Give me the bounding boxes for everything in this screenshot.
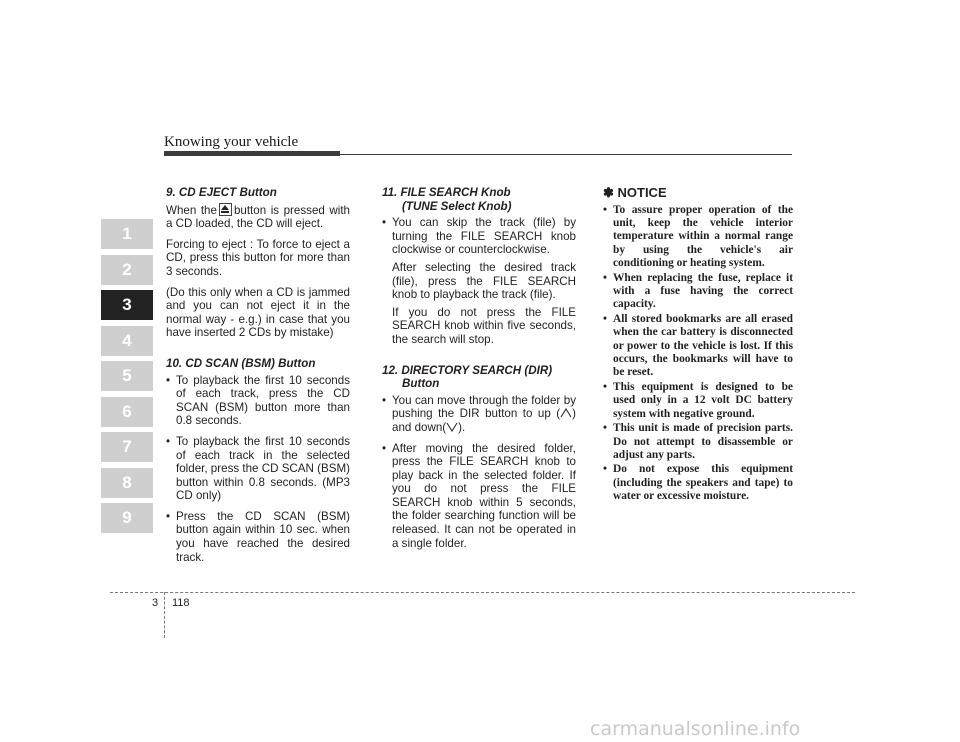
directory-search-item-2: • After moving the desired folder, press the FILE SEARCH knob to play back in the selected folder. If you do not press the FILE SEARCH knob within 5 seconds, the folder searching function will be released. It can not be operated in a single folder. [382, 442, 576, 551]
chapter-tab-1[interactable]: 1 [101, 219, 153, 249]
cd-eject-paragraph-1 [166, 203, 350, 231]
directory-search-heading-line-1: 12. DIRECTORY SEARCH (DIR) [382, 363, 553, 377]
notice-item: • This equipment is designed to be used only in a 12 volt DC battery system with negative ground. [603, 381, 793, 421]
eject-icon [219, 203, 232, 216]
chapter-tab-7[interactable]: 7 [101, 432, 153, 462]
file-search-item-1-para-2: If you do not press the FILE SEARCH knob within five seconds, the search will stop. [392, 305, 576, 346]
notice-list [603, 204, 793, 504]
dir-text-b: ) and down( [392, 407, 576, 434]
file-search-list [382, 216, 576, 346]
cd-eject-heading: 9. CD EJECT Button [166, 186, 277, 199]
cd-eject-paragraph-2: Forcing to eject : To force to eject a CD, press this button for more than 3 seconds. [166, 237, 350, 278]
footer-rule [110, 592, 855, 593]
chapter-tab-5[interactable]: 5 [101, 361, 153, 391]
file-search-heading [382, 186, 576, 213]
chapter-tab-6[interactable]: 6 [101, 397, 153, 427]
watermark-text: carmanualsonline.info [590, 718, 801, 740]
directory-search-heading-line-2: Button [402, 377, 440, 391]
notice-title: ✽ NOTICE [603, 185, 667, 200]
cd-eject-text-b: button is pressed with a CD loaded, the CD will eject. [166, 203, 350, 231]
notice-item: • All stored bookmarks are all erased when the car battery is disconnected or power to the vehicle is lost. If this occurs, the bookmarks will have to be reset. [603, 313, 793, 380]
notice-item: • This unit is made of precision parts. Do not attempt to disassemble or adjust any parts. [603, 422, 793, 462]
notice-item: • Do not expose this equipment (including the speakers and tape) to water or excessive moisture. [603, 463, 793, 503]
chapter-tab-3[interactable]: 3 [101, 290, 153, 320]
footer-vertical-rule [164, 592, 165, 638]
file-search-item-1 [382, 216, 576, 346]
cd-scan-item-3: • Press the CD SCAN (BSM) button again within 10 sec. when you have reached the desired track. [166, 510, 350, 564]
dir-text-a: You can move through the folder by pushing the DIR button to up ( [392, 393, 576, 421]
notice-item: • When replacing the fuse, replace it with a fuse having the correct capacity. [603, 272, 793, 312]
up-arrow-icon [560, 408, 572, 418]
notice-box [603, 186, 793, 505]
cd-eject-text-a: When the [166, 203, 217, 217]
footer-chapter-number: 3 [152, 597, 159, 609]
header-bar [164, 151, 340, 156]
chapter-tab-2[interactable]: 2 [101, 255, 153, 285]
file-search-item-1-text: You can skip the track (file) by turning the FILE SEARCH knob clockwise or counterclockwise. [392, 216, 576, 257]
file-search-heading-line-1: 11. FILE SEARCH Knob [382, 186, 511, 199]
footer-page-number: 118 [172, 597, 190, 609]
down-arrow-icon [446, 422, 458, 432]
file-search-heading-line-2: (TUNE Select Knob) [402, 199, 512, 213]
column-2 [382, 186, 576, 557]
cd-scan-list [166, 374, 350, 565]
cd-scan-item-1: • To playback the first 10 seconds of each track, press the CD SCAN (BSM) button more than 0.8 seconds. [166, 374, 350, 428]
notice-item: • To assure proper operation of the unit, keep the vehicle interior temperature within a normal range by using the vehicle's air conditioning or heating system. [603, 204, 793, 271]
column-1 [166, 186, 350, 571]
file-search-item-1-para-1: After selecting the desired track (file), press the FILE SEARCH knob to playback the track (file). [392, 260, 576, 302]
cd-eject-paragraph-3: (Do this only when a CD is jammed and you can not eject it in the normal way - e.g.) in case that you have inserted 2 CDs by mistake) [166, 285, 350, 340]
cd-scan-heading: 10. CD SCAN (BSM) Button [166, 356, 316, 370]
chapter-tab-4[interactable]: 4 [101, 326, 153, 356]
directory-search-list [382, 394, 576, 551]
cd-scan-item-2: • To playback the first 10 seconds of each track in the selected folder, press the CD SCAN (BSM) button within 0.8 seconds. (MP3 CD only) [166, 435, 350, 503]
chapter-tab-8[interactable]: 8 [101, 468, 153, 498]
dir-text-c: ). [458, 420, 466, 434]
chapter-tabs [101, 219, 153, 539]
chapter-tab-9[interactable]: 9 [101, 503, 153, 533]
directory-search-item-1 [382, 394, 576, 435]
header-rule [340, 154, 792, 155]
directory-search-heading [382, 364, 576, 391]
page-header-title: Knowing your vehicle [164, 134, 299, 150]
